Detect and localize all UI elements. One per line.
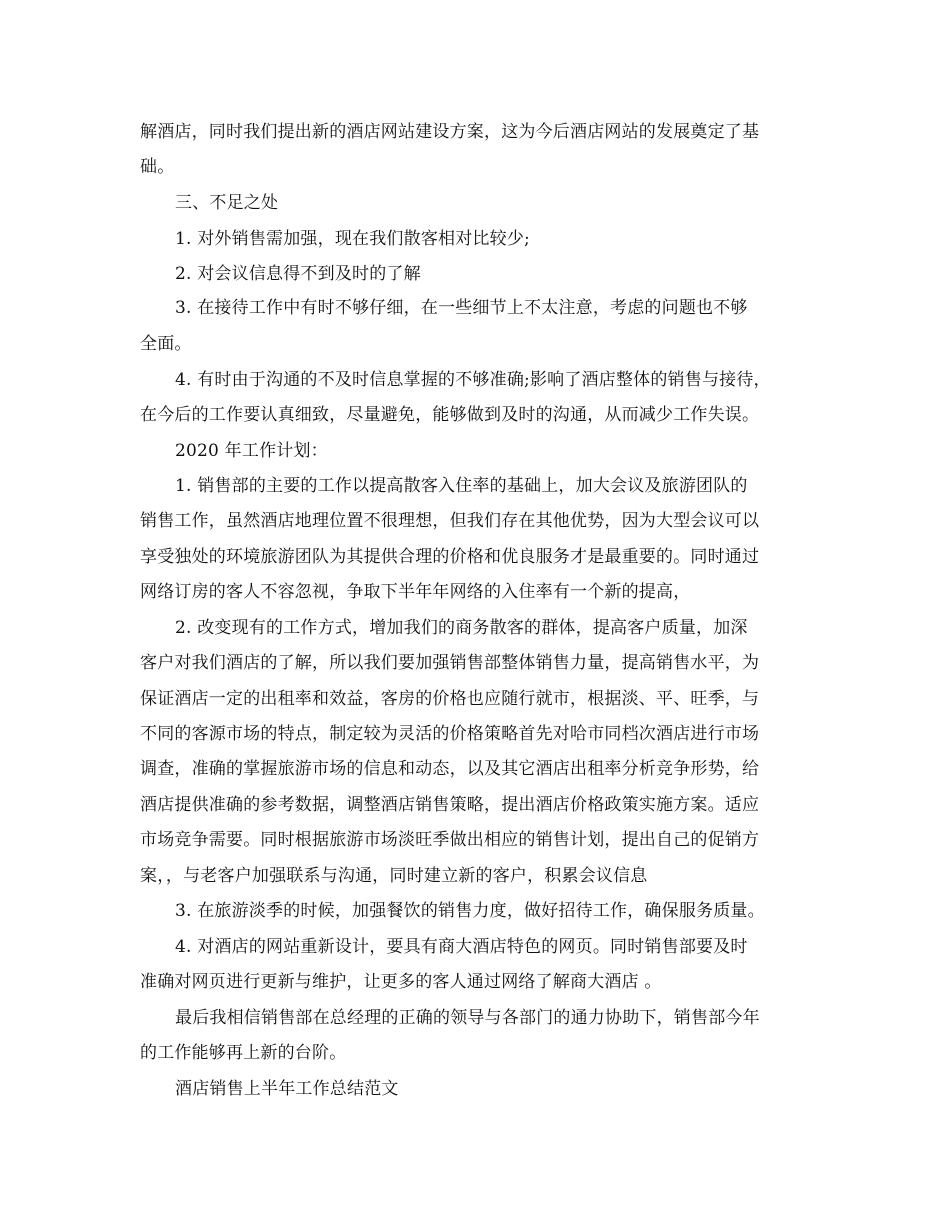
text-line: 解酒店，同时我们提出新的酒店网站建设方案，这为今后酒店网站的发展奠定了基: [140, 122, 760, 142]
list-item: 1. 销售部的主要的工作以提高散客入住率的基础上，加大会议及旅游团队的: [175, 476, 748, 496]
list-item: 2. 改变现有的工作方式，增加我们的商务散客的群体，提高客户质量，加深: [175, 618, 748, 638]
list-item: 4. 对酒店的网站重新设计，要具有商大酒店特色的网页。同时销售部要及时: [175, 937, 748, 957]
text-line: 市场竞争需要。同时根据旅游市场淡旺季做出相应的销售计划，提出自己的促销方: [140, 830, 760, 850]
text-line: 的工作能够再上新的台阶。: [140, 1043, 347, 1063]
list-item: 2. 对会议信息得不到及时的了解: [175, 264, 421, 284]
section-heading: 2020 年工作计划：: [175, 441, 328, 461]
text-line: 础。: [140, 157, 175, 177]
text-line: 全面。: [140, 334, 192, 354]
list-item: 1. 对外销售需加强，现在我们散客相对比较少;: [175, 229, 530, 249]
text-line: 调查，准确的掌握旅游市场的信息和动态，以及其它酒店出租率分析竞争形势，给: [140, 759, 760, 779]
list-item: 3. 在接待工作中有时不够仔细，在一些细节上不太注意，考虑的问题也不够: [175, 298, 748, 318]
list-item: 3. 在旅游淡季的时候，加强餐饮的销售力度，做好招待工作，确保服务质量。: [175, 901, 765, 921]
text-line: 销售工作，虽然酒店地理位置不很理想，但我们存在其他优势，因为大型会议可以: [140, 511, 760, 531]
text-line: 网络订房的客人不容忽视，争取下半年年网络的入住率有一个新的提高，: [140, 582, 691, 602]
text-line: 不同的客源市场的特点，制定较为灵活的价格策略首先对哈市同档次酒店进行市场: [140, 724, 760, 744]
section-title: 酒店销售上半年工作总结范文: [175, 1079, 399, 1099]
section-heading: 三、不足之处: [175, 193, 279, 213]
text-line: 享受独处的环境旅游团队为其提供合理的价格和优良服务才是最重要的。同时通过: [140, 547, 760, 567]
text-line: 客户对我们酒店的了解，所以我们要加强销售部整体销售力量，提高销售水平，为: [140, 653, 760, 673]
text-line: 在今后的工作要认真细致，尽量避免，能够做到及时的沟通，从而减少工作失误。: [140, 405, 760, 425]
text-line: 保证酒店一定的出租率和效益，客房的价格也应随行就市，根据淡、平、旺季，与: [140, 689, 760, 709]
text-line: 准确对网页进行更新与维护，让更多的客人通过网络了解商大酒店 。: [140, 972, 662, 992]
list-item: 4. 有时由于沟通的不及时信息掌握的不够准确;影响了酒店整体的销售与接待，: [175, 370, 771, 390]
text-line: 案，，与老客户加强联系与沟通，同时建立新的客户，积累会议信息: [140, 866, 648, 886]
paragraph-line: 最后我相信销售部在总经理的正确的领导与各部门的通力协助下，销售部今年: [175, 1008, 760, 1028]
text-line: 酒店提供准确的参考数据，调整酒店销售策略，提出酒店价格政策实施方案。适应: [140, 795, 760, 815]
